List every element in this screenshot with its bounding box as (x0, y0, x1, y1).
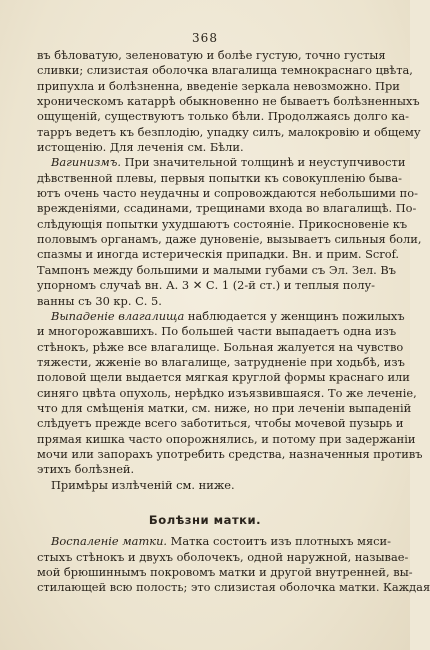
text-line: стѣнокъ, рѣже все влагалище. Больная жалуется на чувство (37, 339, 404, 354)
text-line: упорномъ случаѣ вн. А. 3 ✕ С. 1 (2-й ст.) и теплыя полу- (37, 278, 376, 293)
text-line: ванны съ 30 кр. С. 5. (37, 293, 162, 308)
text-line: припухла и болѣзненна, введеніе зеркала невозможно. При (37, 78, 400, 93)
text-line: половой щели выдается мягкая круглой формы краснаго или (37, 370, 410, 385)
text-line: слѣдуетъ прежде всего заботиться, чтобы мочевой пузырь и (37, 416, 404, 431)
text-line: половымъ органамъ, даже дуновеніе, вызываетъ сильныя боли, (37, 232, 422, 247)
text-line: что для смѣщенія матки, см. ниже, но при леченіи выпаденій (37, 400, 412, 415)
paragraph-catarrh (37, 48, 421, 155)
text-line (37, 534, 391, 549)
text-line: Примѣры излѣченій см. ниже. (51, 477, 235, 492)
text-line: и многорожавшихъ. По большей части выпадаетъ одна изъ (37, 324, 397, 339)
text-line: сливки; слизистая оболочка влагалища темнокраснаго цвѣта, (37, 63, 413, 78)
text-line (37, 308, 405, 324)
text-line: стыхъ стѣнокъ и двухъ оболочекъ, одной наружной, называе- (37, 549, 409, 564)
text-fragment: При значительной толщинѣ и неуступчивости (124, 155, 406, 170)
text-line: тяжести, жженіе во влагалище, затрудненіе при ходьбѣ, изъ (37, 354, 405, 369)
section-heading: Болѣзни матки. (148, 512, 262, 527)
text-fragment: наблюдается у женщинъ пожилыхъ (187, 308, 405, 323)
term-vaginismus: Вагинизмъ. (51, 155, 121, 170)
page-body (37, 48, 430, 596)
text-line: хроническомъ катаррѣ обыкновенно не бываетъ болѣзненныхъ (37, 94, 420, 109)
text-line: спазмы и иногда истерическія припадки. Вн. и прим. Scrof. (37, 247, 400, 262)
text-line: врежденіями, ссадинами, трещинами входа во влагалищѣ. По- (37, 201, 417, 216)
text-line: Тампонъ между большими и малыми губами съ Эл. Зел. Въ (37, 262, 396, 277)
text-line: дѣвственной плевы, первыя попытки къ совокупленію быва- (37, 170, 402, 185)
text-line: тарръ ведетъ къ безплодію, упадку силъ, малокровію и общему (37, 124, 421, 139)
term-prolapse: Выпаденіе влагалища (51, 308, 185, 323)
text-line: ощущеній, существуютъ только бѣли. Продолжаясь долго ка- (37, 109, 409, 124)
paragraph-examples (37, 478, 373, 493)
text-line: въ бѣловатую, зеленоватую и болѣе густую, точно густыя (37, 48, 386, 62)
text-line: мочи или запорахъ употребить средства, назначенныя противъ (37, 446, 423, 461)
term-metritis: Воспаленіе матки. (51, 534, 168, 549)
text-line: этихъ болѣзней. (37, 462, 135, 477)
text-line: слѣдующія попытки ухудшаютъ состояніе. Прикосновеніе къ (37, 216, 408, 231)
text-line: синяго цвѣта опухоль, нерѣдко изъязвившаяся. То же леченіе, (37, 385, 417, 400)
page-number: 368 (192, 31, 218, 45)
text-line: истощенію. Для леченія см. Бѣли. (37, 140, 244, 155)
text-line: стилающей всю полость; это слизистая оболочка матки. Каждая (37, 580, 430, 595)
paragraph-vaginismus (37, 155, 422, 308)
text-line: ютъ очень часто неудачны и сопровождаются небольшими по- (37, 186, 418, 201)
text-line: прямая кишка часто опорожнялись, и потому при задержаніи (37, 431, 416, 446)
paragraph-metritis (37, 534, 430, 595)
text-line: мой брюшиннымъ покровомъ матки и другой внутренней, вы- (37, 565, 413, 579)
text-fragment: Матка состоитъ изъ плотныхъ мяси- (170, 534, 391, 549)
text-line (37, 155, 406, 170)
paragraph-prolapse (37, 308, 423, 478)
